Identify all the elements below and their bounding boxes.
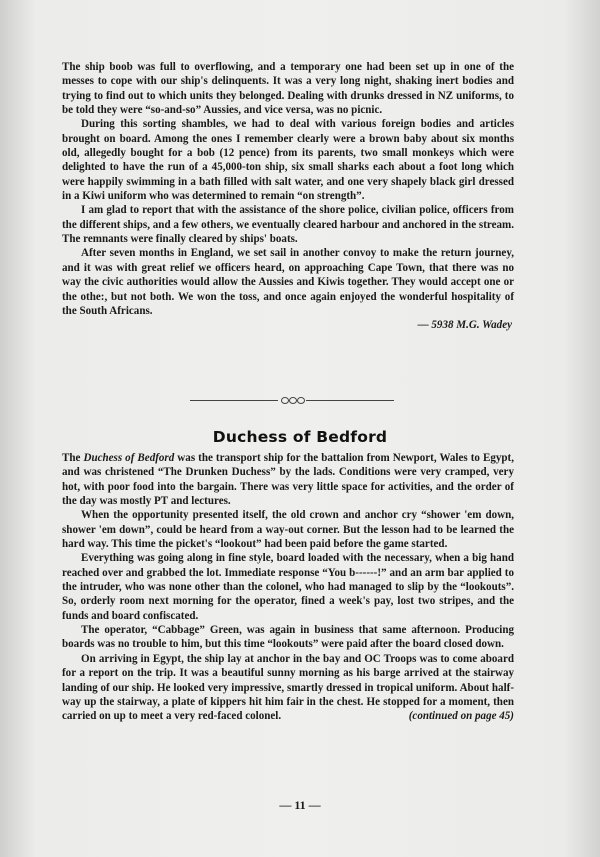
page-number: — 11 — xyxy=(279,798,321,812)
section-title: Duchess of Bedford xyxy=(212,428,388,446)
paragraph: I am glad to report that with the assistance of the shore police, civilian police, officers from the different ships, and a few others, we eventually cleared harbour and anchored in the stream. The remnants were finally cleared by ships' boats. xyxy=(62,204,514,246)
paragraph: The Duchess of Bedford was the transport ship for the battalion from Newport, Wales to Egypt, and was christened “The Drunken Duchess” by the lads. Conditions were very cramped, very hot, with poor food into the bargain. There was very little space for activities, and the order of the day was mostly PT and lectures. xyxy=(62,452,514,508)
paragraph: When the opportunity presented itself, the old crown and anchor cry “shower 'em down, shower 'em down”, could be heard from a way-out corner. But the lesson had to be learned the hard way. This time the picket's “lookout” had been paid before the game started. xyxy=(62,509,514,551)
paragraph: During this sorting shambles, we had to deal with various foreign bodies and articles brought on board. Among the ones I remember clearly were a brown baby about six months old, allegedly bought for a bob (12 pence) from its parents, two small monkeys which were delighted to have the run of a 45,000-ton ship, six small sharks each about a foot long which were happily swimming in a bath filled with salt water, and one very shapely black girl dressed in a Kiwi uniform who was determined to remain “on strength”. xyxy=(62,118,514,203)
paragraph: The operator, “Cabbage” Green, was again in business that same afternoon. Producing boards was no trouble to him, but this time “lookouts” were paid after the board closed down. xyxy=(62,624,514,651)
paragraph: Everything was going along in fine style, board loaded with the necessary, when a big hand reached over and grabbed the lot. Immediate response “You b------!” and an arm bar applied to the intruder, who was none other than the colonel, who had managed to slip by the “lookouts”. So, orderly room next morning for the operator, fined a week's pay, lost two stripes, and the funds and board confiscated. xyxy=(62,552,514,622)
article-section-1 xyxy=(62,60,514,333)
section-divider xyxy=(190,396,394,406)
paragraph: The ship boob was full to overflowing, and a temporary one had been set up in one of the messes to cope with our ship's delinquents. It was a very long night, shaking inert bodies and trying to find out to which units they belonged. Dealing with drunks dressed in NZ uniforms, to be told they were “so-and-so” Aussies, and vice versa, was no picnic. xyxy=(62,61,514,117)
article-section-2 xyxy=(62,451,514,724)
ship-name: Duchess of Bedford xyxy=(83,452,175,464)
author-signature: — 5938 M.G. Wadey xyxy=(417,319,512,332)
paragraph: After seven months in England, we set sail in another convoy to make the return journey, and it was with great relief we officers heard, on approaching Cape Town, that there was no way the civic authorities would allow the Aussies and Kiwis together. They would accept one or the othe:, but not both. We won the toss, and once again enjoyed the wonderful hospitality of the South Africans. xyxy=(62,247,514,317)
paragraph: On arriving in Egypt, the ship lay at anchor in the bay and OC Troops was to come aboard for a report on the trip. It was a beautiful sunny morning as his barge arrived at the stairway landing of our ship. He looked very impressive, smartly dressed in tropical uniform. About half-way up the stairway, a plate of kippers hit him fair in the chest. He stopped for a moment, then carried on up to meet a very red-faced colonel. (continued on page 45) xyxy=(62,652,514,723)
continued-note: (continued on page 45) xyxy=(408,710,514,723)
